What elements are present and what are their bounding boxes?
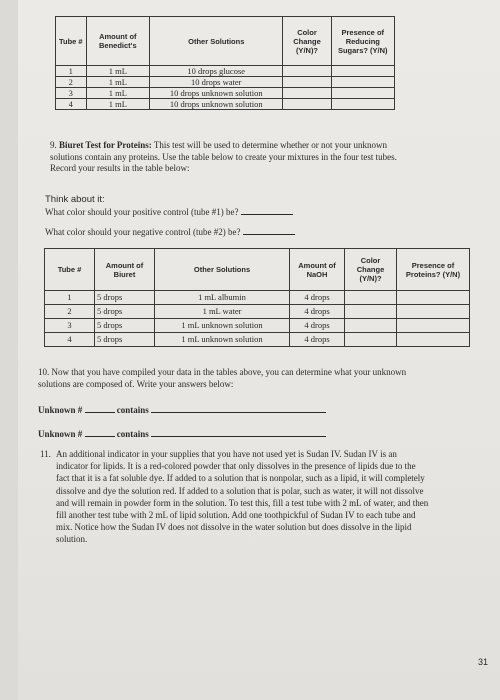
presence-cell[interactable]: [331, 99, 394, 110]
col-header: Amount of Biuret: [95, 249, 155, 291]
question-9: [50, 140, 410, 175]
col-header: Amount of NaOH: [290, 249, 345, 291]
naoh-cell: 4 drops: [290, 333, 345, 347]
presence-cell[interactable]: [331, 77, 394, 88]
other-cell: 1 mL unknown solution: [155, 319, 290, 333]
col-header: Other Solutions: [150, 17, 283, 66]
col-header: Amount of Benedict's: [86, 17, 149, 66]
answer-blank[interactable]: [241, 206, 293, 215]
unknown-answer-line-2: [38, 428, 326, 441]
think-question-1: [45, 206, 293, 219]
color-change-cell[interactable]: [345, 305, 397, 319]
amount-cell: 5 drops: [95, 305, 155, 319]
question-title: Biuret Test for Proteins:: [59, 140, 152, 150]
table-row: [45, 291, 470, 305]
table-row: [56, 66, 395, 77]
presence-cell[interactable]: [331, 66, 394, 77]
table-row: [56, 88, 395, 99]
naoh-cell: 4 drops: [290, 305, 345, 319]
unknown-number-blank[interactable]: [85, 404, 115, 413]
col-header: Tube #: [56, 17, 87, 66]
amount-cell: 1 mL: [86, 99, 149, 110]
answer-blank[interactable]: [243, 226, 295, 235]
col-header: Other Solutions: [155, 249, 290, 291]
benedicts-table: [55, 16, 395, 110]
unknown-label: Unknown #: [38, 429, 83, 439]
presence-cell[interactable]: [397, 291, 470, 305]
color-change-cell[interactable]: [345, 319, 397, 333]
tube-cell: 2: [56, 77, 87, 88]
table-row: [56, 77, 395, 88]
tube-cell: 4: [45, 333, 95, 347]
amount-cell: 1 mL: [86, 77, 149, 88]
table-row: [45, 333, 470, 347]
question-number: 11.: [40, 449, 51, 459]
amount-cell: 5 drops: [95, 319, 155, 333]
question-text: An additional indicator in your supplies that you have not used yet is Sudan IV. Sudan IV is an indicator for lipids. It is a red-colored powder that only dissolves in the presence of lipids due to the fact that it is a fat soluble dye. If added to a solution that is nonpolar, such as a lipid, it will completely dissolve and dye the solution red. If added to a solution that is polar, such as water, it will not dissolve and will remain in powder form in the solution. To test this, fill a test tube with 2 mL of water, and then fill another test tube with 2 mL of lipid solution. Add one toothpickful of Sudan IV to each tube and mix. Notice how the Sudan IV does not dissolve in the water solution but does dissolve in the lipid solution.: [56, 449, 429, 545]
table-row: [45, 305, 470, 319]
naoh-cell: 4 drops: [290, 291, 345, 305]
naoh-cell: 4 drops: [290, 319, 345, 333]
other-cell: 1 mL albumin: [155, 291, 290, 305]
tube-cell: 2: [45, 305, 95, 319]
other-cell: 10 drops unknown solution: [150, 88, 283, 99]
amount-cell: 5 drops: [95, 291, 155, 305]
table-row: [56, 99, 395, 110]
col-header: Tube #: [45, 249, 95, 291]
tube-cell: 4: [56, 99, 87, 110]
question-10: [38, 367, 438, 390]
color-change-cell[interactable]: [283, 77, 331, 88]
table-row: [45, 319, 470, 333]
col-header: Color Change (Y/N)?: [283, 17, 331, 66]
amount-cell: 5 drops: [95, 333, 155, 347]
presence-cell[interactable]: [331, 88, 394, 99]
presence-cell[interactable]: [397, 333, 470, 347]
color-change-cell[interactable]: [345, 291, 397, 305]
color-change-cell[interactable]: [283, 99, 331, 110]
question-text: Now that you have compiled your data in the tables above, you can determine what your unknown solutions are composed of. Write your answers below:: [38, 367, 407, 389]
presence-cell[interactable]: [397, 305, 470, 319]
table-header-row: [56, 17, 395, 66]
col-header: Presence of Proteins? (Y/N): [397, 249, 470, 291]
contains-blank[interactable]: [151, 428, 326, 437]
tube-cell: 1: [45, 291, 95, 305]
other-cell: 1 mL unknown solution: [155, 333, 290, 347]
tube-cell: 3: [45, 319, 95, 333]
unknown-answer-line-1: [38, 404, 326, 417]
question-11: [40, 448, 430, 546]
amount-cell: 1 mL: [86, 88, 149, 99]
question-number: 10.: [38, 367, 50, 377]
contains-label: contains: [116, 405, 149, 415]
presence-cell[interactable]: [397, 319, 470, 333]
tube-cell: 3: [56, 88, 87, 99]
col-header: Presence of Reducing Sugars? (Y/N): [331, 17, 394, 66]
question-number: 9.: [50, 140, 57, 150]
unknown-number-blank[interactable]: [85, 428, 115, 437]
other-cell: 10 drops unknown solution: [150, 99, 283, 110]
other-cell: 1 mL water: [155, 305, 290, 319]
page-number: 31: [477, 657, 488, 667]
contains-blank[interactable]: [151, 404, 326, 413]
biuret-table: [44, 248, 470, 347]
contains-label: contains: [116, 429, 149, 439]
think-question-text: What color should your positive control (tube #1) be?: [45, 207, 239, 217]
unknown-label: Unknown #: [38, 405, 83, 415]
col-header: Color Change (Y/N)?: [345, 249, 397, 291]
color-change-cell[interactable]: [283, 66, 331, 77]
color-change-cell[interactable]: [283, 88, 331, 99]
other-cell: 10 drops glucose: [150, 66, 283, 77]
color-change-cell[interactable]: [345, 333, 397, 347]
think-question-text: What color should your negative control (tube #2) be?: [45, 227, 241, 237]
amount-cell: 1 mL: [86, 66, 149, 77]
think-about-it-heading: Think about it:: [45, 194, 105, 205]
tube-cell: 1: [56, 66, 87, 77]
other-cell: 10 drops water: [150, 77, 283, 88]
question-text: This test will be used to determine whether or not your unknown solutions contain any proteins. Use the table below to create your mixtures in the four test tubes. Record your results in the table below:: [50, 140, 397, 173]
table-header-row: [45, 249, 470, 291]
think-question-2: [45, 226, 295, 239]
